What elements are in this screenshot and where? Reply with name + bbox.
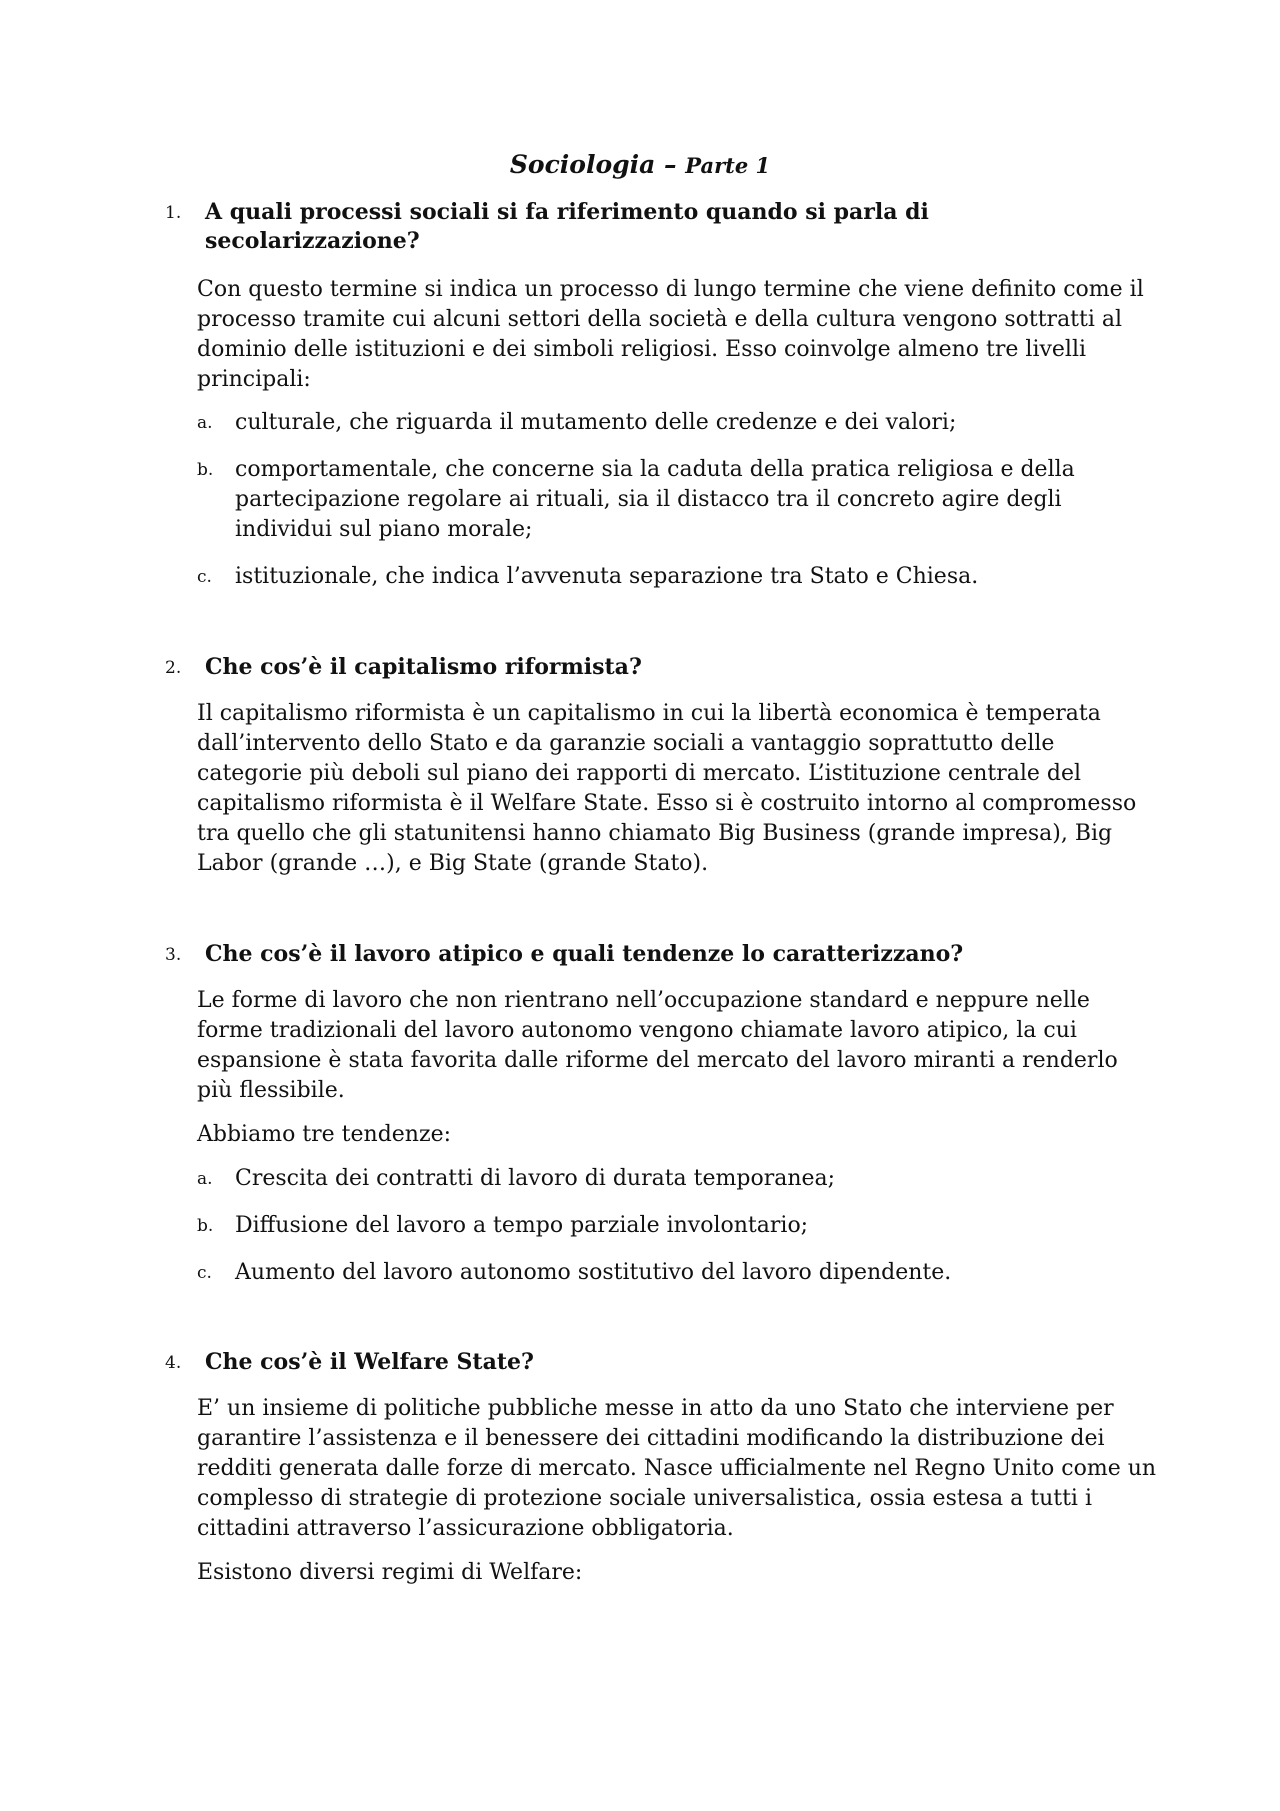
document-body: [0, 198, 1280, 1588]
question-number: 1.: [165, 203, 182, 223]
answer-list: [0, 408, 1280, 592]
title-main: Sociologia –: [509, 150, 677, 179]
list-item: [197, 562, 1165, 592]
list-text: Crescita dei contratti di lavoro di durata temporanea;: [235, 1166, 836, 1191]
list-letter: b.: [197, 460, 214, 480]
question-heading: [165, 653, 1005, 682]
question-heading: [165, 940, 1005, 969]
list-text: comportamentale, che concerne sia la caduta della pratica religiosa e della partecipazione regolare ai rituali, sia il distacco tra il concreto agire degli individui sul piano morale;: [235, 457, 1075, 542]
list-text: Diffusione del lavoro a tempo parziale involontario;: [235, 1213, 809, 1238]
question-text: Che cos’è il lavoro atipico e quali tendenze lo caratterizzano?: [205, 941, 964, 967]
section-3: [0, 940, 1280, 1288]
page-title: [0, 148, 1280, 183]
list-letter: b.: [197, 1216, 214, 1236]
section-1: [0, 198, 1280, 592]
question-text: Che cos’è il capitalismo riformista?: [205, 654, 642, 680]
list-letter: c.: [197, 567, 212, 587]
list-item: [197, 1211, 1165, 1241]
question-text: A quali processi sociali si fa riferimento quando si parla di secolarizzazione?: [205, 199, 929, 254]
answer-paragraph: Esistono diversi regimi di Welfare:: [197, 1560, 583, 1585]
answer-paragraph: Il capitalismo riformista è un capitalismo in cui la libertà economica è temperata dall’intervento dello Stato e da garanzie sociali a vantaggio soprattutto delle categorie più deboli sul piano dei rapporti di mercato. L’istituzione centrale del capitalismo riformista è il Welfare State. Esso si è costruito intorno al compromesso tra quello che gli statunitensi hanno chiamato Big Business (grande impresa), Big Labor (grande …), e Big State (grande Stato).: [197, 701, 1137, 876]
question-number: 2.: [165, 658, 182, 678]
answer-paragraph: Con questo termine si indica un processo di lungo termine che viene definito come il processo tramite cui alcuni settori della società e della cultura vengono sottratti al dominio delle istituzioni e dei simboli religiosi. Esso coinvolge almeno tre livelli principali:: [197, 277, 1144, 392]
list-item: [197, 1258, 1165, 1288]
title-part: Parte 1: [685, 153, 771, 178]
list-letter: a.: [197, 413, 213, 433]
list-text: istituzionale, che indica l’avvenuta separazione tra Stato e Chiesa.: [235, 564, 979, 589]
answer-paragraph: Abbiamo tre tendenze:: [197, 1122, 451, 1147]
list-item: [197, 455, 1165, 545]
list-letter: a.: [197, 1169, 213, 1189]
list-text: Aumento del lavoro autonomo sostitutivo del lavoro dipendente.: [235, 1260, 952, 1285]
question-heading: [165, 198, 1005, 256]
list-item: [197, 408, 1165, 438]
section-2: [0, 653, 1280, 879]
answer-list: [0, 1164, 1280, 1288]
question-number: 4.: [165, 1353, 182, 1373]
section-4: [0, 1348, 1280, 1588]
question-number: 3.: [165, 945, 182, 965]
list-item: [197, 1164, 1165, 1194]
answer-paragraph: E’ un insieme di politiche pubbliche messe in atto da uno Stato che interviene per garantire l’assistenza e il benessere dei cittadini modificando la distribuzione dei redditi generata dalle forze di mercato. Nasce ufficialmente nel Regno Unito come un complesso di strategie di protezione sociale universalistica, ossia estesa a tutti i cittadini attraverso l’assicurazione obbligatoria.: [197, 1396, 1157, 1541]
answer-paragraph: Le forme di lavoro che non rientrano nell’occupazione standard e neppure nelle forme tradizionali del lavoro autonomo vengono chiamate lavoro atipico, la cui espansione è stata favorita dalle riforme del mercato del lavoro miranti a renderlo più flessibile.: [197, 988, 1118, 1103]
question-heading: [165, 1348, 1005, 1377]
list-text: culturale, che riguarda il mutamento delle credenze e dei valori;: [235, 410, 957, 435]
list-letter: c.: [197, 1263, 212, 1283]
question-text: Che cos’è il Welfare State?: [205, 1349, 534, 1375]
